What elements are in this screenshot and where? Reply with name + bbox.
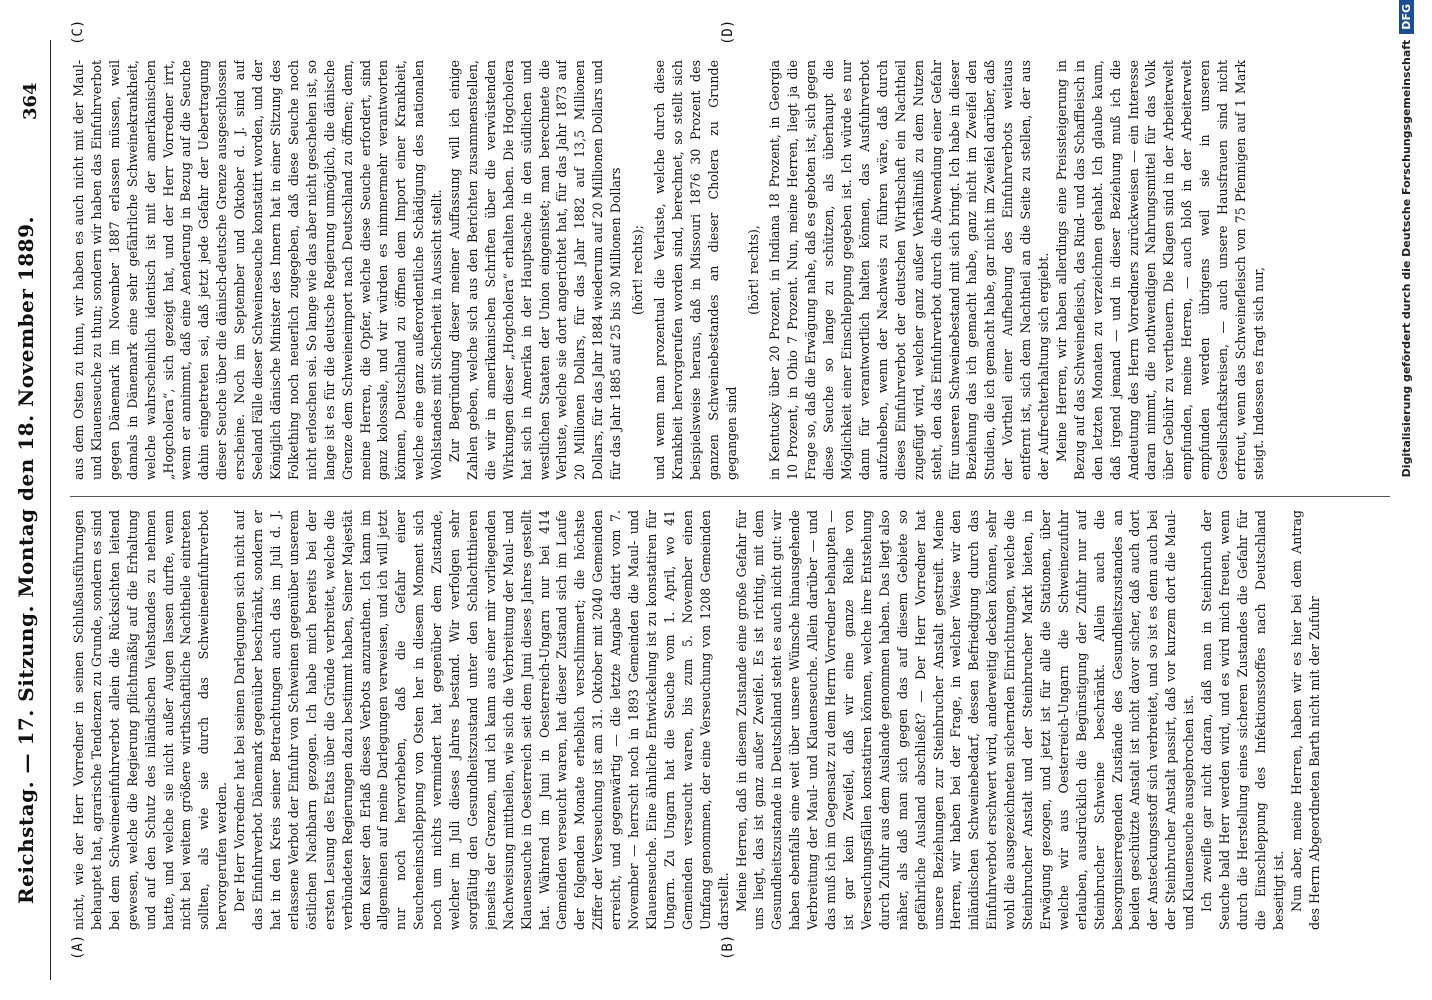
- margin-marker-b: (B): [720, 934, 736, 960]
- paragraph: in Kentucky über 20 Prozent, in Indiana 18 Prozent, in Georgia 10 Prozent, in Ohio 7 Prozent. Nun, meine Herren, liegt ja die Frage so, daß die Erwägung nahe, daß es geboten ist, sich gegen diese Seuche so lange zu schützen, als überhaupt die Möglichkeit einer Einschleppung gegeben ist. Ich würde es nur dann für verantwortlich halten können, das Ausfuhrverbot aufzuheben, wenn der Nachweis zu führen wäre, daß durch dieses Einfuhrverbot der deutschen Wirthschaft ein Nachtheil zugefügt wird, welcher ganz außer Verhältniß zu dem Nutzen steht, den das Einfuhrverbot durch die Abwendung einer Gefahr für unseren Schweinebestand mit sich bringt. Ich habe in dieser Beziehung das ich gemacht habe, ganz nicht im Zweifel den Studien, die ich gemacht habe, gar nicht im Zweifel darüber, daß der Vortheil einer Aufhebung des Einfuhrverbots weitaus entfernt ist, sich dem Nachtheil an die Seite zu stellen, der aus der Aufrechterhaltung sich ergiebt.: [767, 60, 1052, 480]
- column-divider: [70, 496, 1390, 497]
- margin-marker-a: (A): [70, 934, 86, 960]
- left-column: [70, 510, 1400, 930]
- paragraph: Meine Herren, daß in diesem Zustande eine große Gefahr für uns liegt, das ist ganz außer Zweifel. Es ist richtig, mit dem Gesundheitszustande in Deutschland steht es auch nicht gut: wir haben ebenfalls eine weit über unsere Wünsche hinausgehende Verbreitung der Maul- und Klauenseuche. Allein darüber — und das muß ich im Gegensatz zu dem Herrn Vorredner behaupten — ist gar kein Zweifel, daß wir eine ganze Reihe von Verseuchungsfällen konstatiren können, welche ihre Entstehung durch Zufuhr aus dem Auslande genommen haben. Das liegt also näher, als daß man sich gegen das auf diesem Gebiete so gefährliche Ausland abschließt? — Der Herr Vorredner hat unsere Beziehungen zur Steinbrucher Anstalt gestreift. Meine Herren, wir haben bei der Frage, in welcher Weise wir den inländischen Schweinebedarf, dessen Befriedigung durch das Einfuhrverbot erschwert wird, anderweitig decken können, sehr wohl die ausgezeichneten sichernden Einrichtungen, welche die Steinbrucher Anstalt und der Steinbrucher Markt bieten, in Erwägung gezogen, und jetzt ist für alle die Stationen, über welche wir aus Oesterreich-Ungarn die Schweinezufuhr erlauben, ausdrücklich die Begünstigung der Zufuhr nur auf Steinbrucher Schweine beschränkt. Allein auch die besorgniserregenden Zustände des Gesundheitszustandes an beiden geschützte Anstalt ist nicht davor sicher, daß auch dort der Ansteckungsstoff sich verbreitet, und so ist es denn auch bei der Steinbrucher Anstalt passirt, daß vor kurzem dort die Maul- und Klauenseuche ausgebrochen ist.: [733, 510, 1197, 930]
- credit-text: Digitalisierung gefördert durch die Deutsche Forschungsgemeinschaft: [1400, 39, 1413, 478]
- paragraph: und wenn man prozentual die Verluste, welche durch diese Krankheit hervorgerufen worden sind, berechnet, so stellt sich beispielsweise heraus, daß in Missouri 1876 30 Prozent des ganzen Schweinebestandes an dieser Cholera zu Grunde gegangen sind: [652, 60, 739, 480]
- page-number: 364: [20, 82, 41, 120]
- right-column: [70, 60, 1400, 480]
- margin-marker-d: (D): [720, 19, 736, 45]
- interjection: (hört! rechts),: [745, 225, 761, 315]
- paragraph: Ich zweifle gar nicht daran, daß man in Steinbruch der Seuche bald Herr werden wird, und es wird mich freuen, wenn durch die Herstellung eines sicheren Zustandes die Gefahr für die Einschleppung des Infektionsstoffes nach Deutschland beseitigt ist.: [1199, 510, 1286, 930]
- paragraph: Meine Herren, wir haben allerdings eine Preissteigerung in Bezug auf das Schweinefleisch, das Rind- und das Schaffleisch in den letzten Monaten zu verzeichnen gehabt. Ich glaube kaum, daß irgend jemand — und in dieser Beziehung muß ich die Andeutung des Herrn Vorredners zurückweisen — ein Interesse daran nimmt, die nothwendigen Nahrungsmittel für das Volk über Gebühr zu vertheuern. Die Klagen sind in der Arbeiterwelt empfunden, meine Herren, — auch bloß in der Arbeiterwelt empfunden werden übrigens weil sie in unseren Gesellschaftskreisen, — auch unsere Hausfrauen sind nicht erfreut, wenn das Schweinefleisch von 75 Pfennigen auf 1 Mark steigt. Indessen es fragt sich nur,: [1053, 60, 1266, 480]
- header-rule: [50, 40, 51, 980]
- paragraph: Nun aber, meine Herren, haben wir es hier bei dem Antrag des Herrn Abgeordneten Barth nicht mit der Zufuhr: [1288, 510, 1322, 930]
- page-header: [0, 0, 60, 1000]
- paragraph: aus dem Osten zu thun, wir haben es auch nicht mit der Maul- und Klauenseuche zu thun; sondern wir haben das Einfuhrverbot gegen Dänemark im November 1887 erlassen müssen, weil damals in Dänemark eine sehr gefährliche Schweinekrankheit, welche wahrscheinlich identisch ist mit der amerikanischen „Hogcholera“, sich gezeigt hat, und der Herr Vorredner irrt, wenn er annimmt, daß eine Aenderung in Bezug auf die Seuche dahin eingetreten sei, daß jetzt jede Gefahr der Uebertragung dieser Seuche über die dänisch-deutsche Grenze ausgeschlossen erscheine. Noch im September und Oktober d. J. sind auf Seeland Fälle dieser Schweineseuche konstatirt worden, und der Königlich dänische Minister des Innern hat in einer Sitzung des Folkething noch neuerlich zugegeben, daß diese Seuche noch nicht erloschen sei. So lange wie das aber nicht geschehen ist, so lange ist es für die deutsche Regierung unmöglich, die dänische Grenze dem Schweineimport nach Deutschland zu öffnen; denn, meine Herren, die Opfer, welche diese Seuche erfordert, sind ganz kolossale, und wir würden es nimmermehr verantworten können, Deutschland zu öffnen dem Import einer Krankheit, welche eine ganz außerordentliche Schädigung des nationalen Wohlstandes mit Sicherheit in Aussicht stellt.: [71, 60, 445, 480]
- dfg-logo: DFG: [1399, 0, 1414, 34]
- margin-marker-c: (C): [70, 19, 86, 45]
- digitization-credit: [1400, 0, 1420, 1000]
- interjection: (hört! rechts);: [630, 224, 646, 316]
- paragraph: Zur Begründung dieser meiner Auffassung will ich einige Zahlen geben, welche sich aus den Berichten zusammenstellen, die wir in amerikanischen Schriften über die verwüstenden Wirkungen dieser „Hogcholera“ erhalten haben. Die Hogcholera hat sich in Amerika in der Hauptsache in den südlichen und westlichen Staaten der Union eingenistet; man berechnete die Verluste, welche sie dort angerichtet hat, für das Jahr 1873 auf 20 Millionen Dollars, für das Jahr 1882 auf 13,5 Millionen Dollars, für das Jahr 1884 wiederum auf 20 Millionen Dollars und für das Jahr 1885 auf 25 bis 30 Millionen Dollars: [447, 60, 624, 480]
- running-head: Reichstag. — 17. Sitzung. Montag den 18. November 1889.: [14, 216, 38, 904]
- paragraph: nicht, wie der Herr Vorredner in seinen Schlußausführungen behauptet hat, agrarische Tendenzen zu Grunde, sondern es sind bei dem Schweineeinfuhrverbot allein die Rücksichten leitend gewesen, welche die Regierung pflichtmäßig auf die Erhaltung und auf den Schutz des inländischen Viehstandes zu nehmen hatte, und welche sie nicht außer Augen lassen durfte, wenn nicht bei weitem größere wirthschaftliche Nachtheile eintreten sollten, als wie sie durch das Schweineeinfuhrverbot hervorgerufen werden.: [71, 510, 230, 930]
- paragraph: Der Herr Vorredner hat bei seinen Darlegungen sich nicht auf das Einfuhrverbot Dänemark gegenüber beschränkt, sondern er hat in den Kreis seiner Betrachtungen auch das im Juli d. J. erlassene Verbot der Einfuhr von Schweinen gegenüber unserem östlichen Nachbarn gezogen. Ich habe mich bereits bei der ersten Lesung des Etats über die Gründe verbreitet, welche die verbündeten Regierungen dazu bestimmt haben, Seiner Majestät dem Kaiser den Erlaß dieses Verbots anzurathen. Ich kann im allgemeinen auf meine Darlegungen verweisen, und ich will jetzt nur noch hervorheben, daß die Gefahr einer Seucheneinschleppung von Osten her in diesem Moment sich noch um nichts vermindert hat gegenüber dem Zustande, welcher im Juli dieses Jahres bestand. Wir verfolgen sehr sorgfältig den Gesundheitszustand unter den Schlachtthieren jenseits der Grenzen, und ich kann aus einer mir vorliegenden Nachweisung mittheilen, wie sich die Verbreitung der Maul- und Klauenseuche in Oesterreich seit dem Juni dieses Jahres gestellt hat. Während im Juni in Oesterreich-Ungarn nur bei 414 Gemeinden verseucht waren, hat dieser Zustand sich im Laufe der folgenden Monate erheblich verschlimmert; die höchste Ziffer der Verseuchung ist am 31. Oktober mit 2040 Gemeinden erreicht, und gegenwärtig — die letzte Angabe datirt vom 7. November — herrscht noch in 1893 Gemeinden die Maul- und Klauenseuche. Eine ähnliche Entwickelung ist zu konstatiren für Ungarn. Zu Ungarn hat die Seuche vom 1. April, wo 41 Gemeinden verseucht waren, bis zum 5. November einen Umfang genommen, der eine Verseuchung von 1208 Gemeinden darstellt.: [232, 510, 731, 930]
